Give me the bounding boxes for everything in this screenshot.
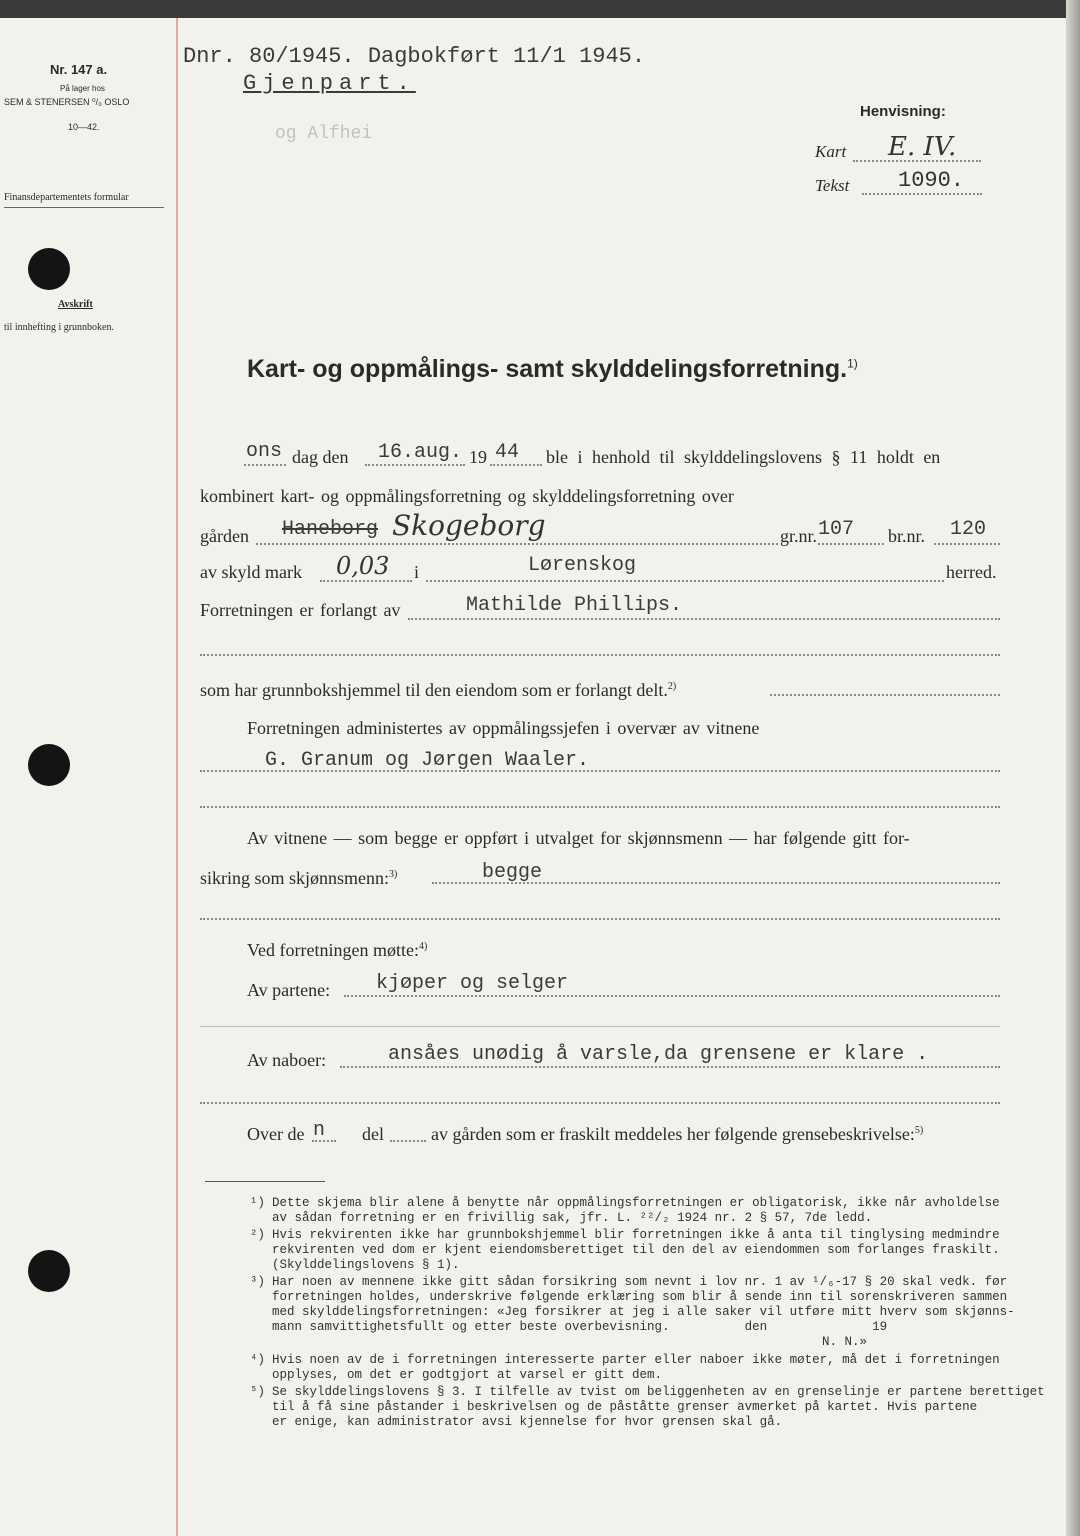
- garden-rest: [431, 1124, 923, 1145]
- vitnene-line1: Av vitnene — som begge er oppført i utvalget for skjønnsmenn — har følgende gitt for-: [247, 828, 910, 848]
- i-label: i: [414, 562, 420, 582]
- garden-footnote-mark: 5): [914, 1125, 924, 1136]
- footnote-signature: N. N.»: [822, 1335, 868, 1349]
- over-n-dotted-line: [312, 1140, 336, 1142]
- garden-rest-text: av gården som er fraskilt meddeles her følgende grensebeskrivelse:: [431, 1124, 915, 1144]
- blank-dotted-line-3: [200, 918, 1000, 920]
- copy-label: Avskrift: [58, 299, 93, 310]
- attended-text: Ved forretningen møtte:: [247, 940, 419, 960]
- brnr-label: br.nr.: [888, 526, 926, 546]
- footnote-line: er enige, kan administrator avsi kjennelse for hvor grensen skal gå.: [272, 1415, 783, 1429]
- year-dotted-line: [490, 464, 542, 466]
- skyld-value: 0,03: [336, 552, 390, 580]
- requested-label: Forretningen er forlangt av: [200, 600, 401, 620]
- tekst-value: 1090.: [898, 168, 965, 193]
- line1-rest: ble i henhold til skylddelingslovens § 11 holdt en: [546, 447, 941, 467]
- vitnene-value: begge: [482, 861, 543, 884]
- footnote-line: til å få sine påstander i beskrivelsen og de påståtte grenser avmerket på kartet. Hvis partene: [272, 1400, 978, 1414]
- del-dotted-line: [390, 1140, 426, 1142]
- footnote-number: ⁵): [250, 1385, 266, 1399]
- footnote-line: Dette skjema blir alene å benytte når oppmålingsforretningen er obligatorisk, ikke når avholdelse: [272, 1196, 1000, 1210]
- footnote-line: (Skylddelingslovens § 1).: [272, 1258, 460, 1272]
- weekday-dotted-line: [244, 464, 286, 466]
- admin-line: Forretningen administertes av oppmålingssjefen i overvær av vitnene: [247, 718, 760, 738]
- blank-dotted-line-2: [200, 806, 1000, 808]
- del-label: del: [362, 1124, 384, 1144]
- line2: kombinert kart- og oppmålingsforretning og skylddelingsforretning over: [200, 486, 734, 506]
- garden-label: gården: [200, 526, 249, 546]
- neighbours-dotted-line: [340, 1066, 1000, 1068]
- neighbours-value: ansåes unødig å varsle,da grensene er klare .: [388, 1043, 929, 1066]
- footnote-line: opplyses, om det er godtgjort at varsel er gitt dem.: [272, 1368, 663, 1382]
- municipality-dotted-line: [426, 580, 944, 582]
- neighbours-label: Av naboer:: [247, 1050, 327, 1070]
- vitnene-dotted-line: [432, 882, 1000, 884]
- footnote-line: mann samvittighetsfullt og etter beste overbevisning. den 19: [272, 1320, 888, 1334]
- vitnene-line2: [200, 868, 397, 889]
- reference-label: Henvisning:: [860, 103, 946, 120]
- skyld-label: av skyld mark: [200, 562, 302, 582]
- footnotes: [250, 1196, 1045, 1436]
- publisher-line2: SEM & STENERSEN ⁰/₀ OSLO: [4, 97, 130, 107]
- form-owner: Finansdepartementets formular: [4, 192, 129, 203]
- parties-label: Av partene:: [247, 980, 331, 1000]
- vitnene-footnote-mark: 3): [389, 869, 398, 880]
- form-title-text: Kart- og oppmålings- samt skylddelingsforretning.: [247, 355, 848, 383]
- grunnbok-text: som har grunnbokshjemmel til den eiendom som er forlangt delt.: [200, 680, 668, 700]
- farm-name: Skogeborg: [392, 509, 546, 542]
- tekst-label: Tekst: [815, 176, 850, 195]
- footnote-line: Hvis rekvirenten ikke har grunnbokshjemmel blir forretningen ikke å anta til tinglysing medmindre: [272, 1228, 1000, 1242]
- grunnbok-footnote-mark: 2): [667, 681, 677, 692]
- footnote-line: rekvirenten ved dom er kjent eiendomsberettiget til den del av eiendommen som forlanges fraskilt.: [272, 1243, 1000, 1257]
- publisher-line1: På lager hos: [60, 84, 105, 93]
- parties-value: kjøper og selger: [376, 972, 569, 995]
- footnote-line: med skylddelingsforretningen: «Jeg forsikrer at jeg i alle saker vil utføre mitt hverv som skjønns-: [272, 1305, 1015, 1319]
- herred-label: herred.: [946, 562, 997, 582]
- attended-footnote-mark: 4): [418, 941, 428, 952]
- punch-hole-icon: [28, 1250, 70, 1292]
- footnote-line: Hvis noen av de i forretningen interesserte parter eller naboer ikke møter, må det i forretningen: [272, 1353, 1000, 1367]
- scan-edge-top: [0, 0, 1080, 18]
- grnr-value: 107: [818, 518, 855, 541]
- over-de-label: Over de: [247, 1124, 305, 1144]
- kart-label: Kart: [815, 142, 847, 161]
- scan-edge-right: [1066, 0, 1080, 1536]
- dag-den-label: dag den: [292, 447, 349, 467]
- kart-value: E. IV.: [888, 132, 957, 162]
- attended-label: [247, 940, 427, 961]
- skyld-dotted-line: [320, 580, 412, 582]
- over-n-value: n: [313, 1119, 326, 1142]
- faint-text: og Alfhei: [275, 124, 373, 144]
- footnote-line: Har noen av mennene ikke gitt sådan forsikring som nevnt i lov nr. 1 av ¹/₆-17 § 20 skal vedk. før: [272, 1275, 1008, 1289]
- year-value: 44: [495, 441, 520, 464]
- year-prefix: 19: [469, 447, 487, 467]
- witnesses-dotted-line: [200, 770, 1000, 772]
- municipality: Lørenskog: [528, 554, 637, 577]
- requested-dotted-line: [408, 618, 1000, 620]
- grunnbok-dotted-line: [770, 694, 1000, 696]
- footnote-line: Se skylddelingslovens § 3. I tilfelle av tvist om beliggenheten av en grenselinje er partene berettiget: [272, 1385, 1045, 1399]
- footnote-separator: [205, 1181, 325, 1182]
- copy-purpose: til innhefting i grunnboken.: [4, 322, 114, 333]
- margin-rule: [176, 18, 178, 1536]
- parties-dotted-line: [344, 995, 1000, 997]
- footnote-line: forretningen holdes, underskrive følgende erklæring som blir å sende inn til sorenskriveren sammen: [272, 1290, 1008, 1304]
- farm-dotted-line: [256, 543, 778, 545]
- footnote-number: ²): [250, 1228, 266, 1242]
- punch-hole-icon: [28, 744, 70, 786]
- farm-struck: Haneborg: [282, 518, 379, 541]
- punch-hole-icon: [28, 248, 70, 290]
- print-date: 10—42.: [68, 122, 100, 132]
- grnr-label: gr.nr.: [780, 526, 818, 546]
- form-owner-rule: [4, 207, 164, 208]
- grnr-dotted-line: [818, 543, 884, 545]
- form-title: [247, 355, 858, 384]
- blank-dotted-line-4: [200, 1102, 1000, 1104]
- registration-line: Dnr. 80/1945. Dagbokført 11/1 1945.: [183, 44, 646, 69]
- blank-dotted-line: [200, 654, 1000, 656]
- title-footnote-mark: 1): [847, 356, 858, 371]
- blank-rule-1: [200, 1026, 1000, 1027]
- date-value: 16.aug.: [378, 441, 463, 464]
- weekday-value: ons: [246, 440, 283, 463]
- vitnene-text: sikring som skjønnsmenn:: [200, 868, 390, 888]
- kart-dotted-line: [853, 160, 981, 162]
- tekst-dotted-line: [862, 193, 982, 195]
- requested-value: Mathilde Phillips.: [466, 594, 683, 617]
- footnote-number: ¹): [250, 1196, 266, 1210]
- form-number: Nr. 147 a.: [50, 62, 108, 77]
- copy-stamp: Gjenpart.: [243, 71, 416, 96]
- brnr-dotted-line: [934, 543, 1000, 545]
- footnote-number: ³): [250, 1275, 266, 1289]
- date-dotted-line: [365, 464, 465, 466]
- footnote-line: av sådan forretning er en frivillig sak, jfr. L. ²²/₂ 1924 nr. 2 § 57, 7de ledd.: [272, 1211, 873, 1225]
- footnote-number: ⁴): [250, 1353, 266, 1367]
- witnesses: G. Granum og Jørgen Waaler.: [265, 749, 590, 772]
- grunnbok-line: [200, 680, 676, 701]
- brnr-value: 120: [950, 518, 987, 541]
